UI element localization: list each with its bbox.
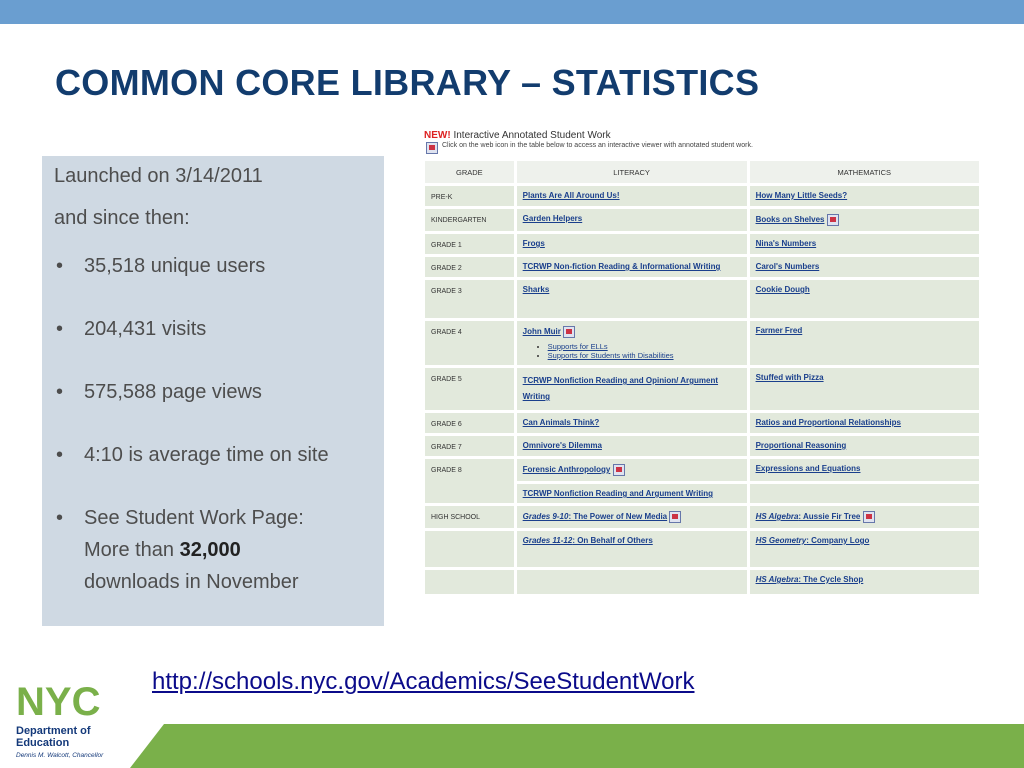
see-more: More than — [84, 539, 175, 561]
list-item: • 35,518 unique users — [54, 250, 372, 282]
literacy-cell-empty — [517, 570, 747, 594]
web-icon[interactable] — [669, 511, 681, 523]
see-suffix: downloads in November — [84, 571, 299, 593]
subheading-text: Click on the web icon in the table below to access an interactive viewer with annotated student work. — [442, 142, 753, 149]
web-icon[interactable] — [426, 142, 438, 154]
see-prefix: See Student Work Page: — [84, 507, 304, 529]
list-item: • 204,431 visits — [54, 313, 372, 345]
math-cell — [750, 570, 979, 594]
page-title: COMMON CORE LIBRARY – STATISTICS — [55, 62, 760, 103]
course-name: HS Algebra — [755, 575, 799, 584]
literacy-cell — [517, 459, 747, 481]
math-cell — [750, 234, 979, 254]
table-row — [425, 209, 979, 231]
math-link[interactable] — [756, 512, 861, 521]
math-link[interactable]: Nina's Numbers — [755, 239, 817, 248]
nyc-logo-mark — [16, 684, 116, 718]
math-cell — [750, 257, 979, 277]
student-work-heading — [424, 130, 611, 141]
math-link[interactable]: Proportional Reasoning — [755, 441, 847, 450]
table-row — [425, 531, 979, 567]
math-link[interactable]: Books on Shelves — [755, 215, 825, 225]
literacy-cell — [517, 436, 747, 456]
student-work-subheading — [426, 142, 753, 154]
literacy-cell — [517, 484, 747, 503]
math-cell-empty — [750, 484, 979, 503]
course-name: HS Geometry — [755, 536, 807, 545]
list-item-downloads — [54, 502, 372, 598]
math-cell — [750, 280, 979, 318]
col-literacy: LITERACY — [517, 161, 747, 183]
support-link-disabilities[interactable]: Supports for Students with Disabilities — [547, 351, 674, 360]
table-row — [425, 321, 979, 365]
link-title: : Aussie Fir Tree — [798, 512, 861, 522]
literacy-link[interactable]: Sharks — [522, 285, 550, 294]
math-link[interactable]: Expressions and Equations — [755, 464, 861, 473]
literacy-link[interactable]: Frogs — [522, 239, 545, 248]
grade-cell-empty — [425, 570, 514, 594]
list-item — [548, 342, 741, 351]
literacy-cell — [517, 321, 747, 365]
table-row — [425, 234, 979, 254]
bottom-green-bar — [130, 724, 1024, 768]
math-cell — [750, 506, 979, 528]
table-row — [425, 368, 979, 410]
math-cell — [750, 531, 979, 567]
math-cell — [750, 413, 979, 433]
literacy-cell — [517, 368, 747, 410]
math-link[interactable] — [756, 575, 864, 584]
literacy-cell — [517, 234, 747, 254]
link-title: : On Behalf of Others — [572, 536, 653, 545]
web-icon[interactable] — [827, 214, 839, 226]
literacy-link[interactable]: Can Animals Think? — [522, 418, 600, 427]
math-cell — [750, 321, 979, 365]
download-count: 32,000 — [179, 539, 241, 561]
launch-date: Launched on 3/14/2011 — [54, 165, 263, 187]
grade-cell: GRADE 5 — [425, 368, 514, 410]
list-item: • 575,588 page views — [54, 376, 372, 408]
literacy-link[interactable]: TCRWP Nonfiction Reading and Argument Writing — [522, 489, 714, 498]
grade-cell-empty — [425, 531, 514, 567]
literacy-cell — [517, 257, 747, 277]
grade-cell: GRADE 7 — [425, 436, 514, 456]
new-badge: NEW! — [424, 130, 451, 141]
department-line-1: Department of — [16, 725, 91, 737]
table-row — [425, 413, 979, 433]
table-row — [425, 257, 979, 277]
math-link[interactable]: Ratios and Proportional Relationships — [755, 418, 901, 427]
table-row — [425, 436, 979, 456]
grade-cell: HIGH SCHOOL — [425, 506, 514, 528]
student-work-url-link[interactable]: http://schools.nyc.gov/Academics/SeeStudentWork — [152, 668, 695, 695]
math-cell — [750, 459, 979, 481]
literacy-link[interactable] — [523, 536, 653, 545]
math-link[interactable]: Farmer Fred — [755, 326, 803, 335]
grade-band: Grades 9-10 — [522, 512, 569, 522]
literacy-link[interactable]: Plants Are All Around Us! — [522, 191, 620, 200]
literacy-cell — [517, 506, 747, 528]
col-mathematics: MATHEMATICS — [750, 161, 979, 183]
math-link[interactable]: Stuffed with Pizza — [755, 373, 824, 382]
grade-cell: PRE-K — [425, 186, 514, 206]
math-cell — [750, 368, 979, 410]
literacy-link[interactable] — [523, 512, 668, 521]
math-cell — [750, 186, 979, 206]
support-link-ells[interactable]: Supports for ELLs — [547, 342, 608, 351]
heading-text: Interactive Annotated Student Work — [453, 130, 611, 141]
web-icon[interactable] — [613, 464, 625, 476]
table-row — [425, 186, 979, 206]
statistics-box — [42, 156, 384, 626]
student-work-screenshot — [422, 128, 982, 656]
department-line-2: Education — [16, 737, 70, 749]
literacy-link[interactable]: John Muir — [522, 327, 561, 337]
grade-cell: GRADE 4 — [425, 321, 514, 365]
grade-cell: GRADE 8 — [425, 459, 514, 503]
table-row — [425, 506, 979, 528]
student-work-table — [422, 158, 982, 597]
literacy-link[interactable]: Omnivore's Dilemma — [522, 441, 602, 450]
math-link[interactable]: How Many Little Seeds? — [755, 191, 848, 200]
grade-cell: GRADE 6 — [425, 413, 514, 433]
list-item: • 4:10 is average time on site — [54, 439, 372, 471]
literacy-link[interactable]: TCRWP Nonfiction Reading and Opinion/ Argument Writing — [522, 376, 719, 401]
math-cell — [750, 209, 979, 231]
math-link[interactable] — [756, 536, 870, 545]
literacy-cell — [517, 531, 747, 567]
literacy-link[interactable]: Garden Helpers — [522, 214, 583, 223]
literacy-cell — [517, 186, 747, 206]
nyc-doe-logo — [16, 684, 126, 759]
stats-list — [54, 250, 372, 598]
table-header-row — [425, 161, 979, 183]
grade-cell: GRADE 3 — [425, 280, 514, 318]
link-title: : Company Logo — [806, 536, 870, 545]
grade-cell: GRADE 2 — [425, 257, 514, 277]
table-row — [425, 570, 979, 594]
table-row — [425, 280, 979, 318]
literacy-cell — [517, 413, 747, 433]
table-row — [425, 459, 979, 481]
literacy-link[interactable]: Forensic Anthropology — [522, 465, 611, 475]
web-icon[interactable] — [863, 511, 875, 523]
link-title: : The Cycle Shop — [798, 575, 864, 584]
web-icon[interactable] — [563, 326, 575, 338]
department-name — [16, 725, 126, 749]
since-label: and since then: — [54, 207, 190, 229]
grade-band: Grades 11-12 — [522, 536, 573, 545]
literacy-cell — [517, 209, 747, 231]
literacy-link[interactable]: TCRWP Non-fiction Reading & Informational Writing — [522, 262, 721, 271]
grade-cell: GRADE 1 — [425, 234, 514, 254]
chancellor-name: Dennis M. Walcott, Chancellor — [16, 752, 104, 759]
col-grade: GRADE — [425, 161, 514, 183]
course-name: HS Algebra — [755, 512, 799, 522]
math-link[interactable]: Cookie Dough — [755, 285, 810, 294]
top-accent-bar — [0, 0, 1024, 24]
support-list — [523, 342, 741, 360]
math-cell — [750, 436, 979, 456]
math-link[interactable]: Carol's Numbers — [755, 262, 820, 271]
link-title: : The Power of New Media — [568, 512, 668, 522]
nyc-logo-text: NYC — [16, 684, 101, 718]
grade-cell: KINDERGARTEN — [425, 209, 514, 231]
literacy-cell — [517, 280, 747, 318]
list-item — [548, 351, 741, 360]
